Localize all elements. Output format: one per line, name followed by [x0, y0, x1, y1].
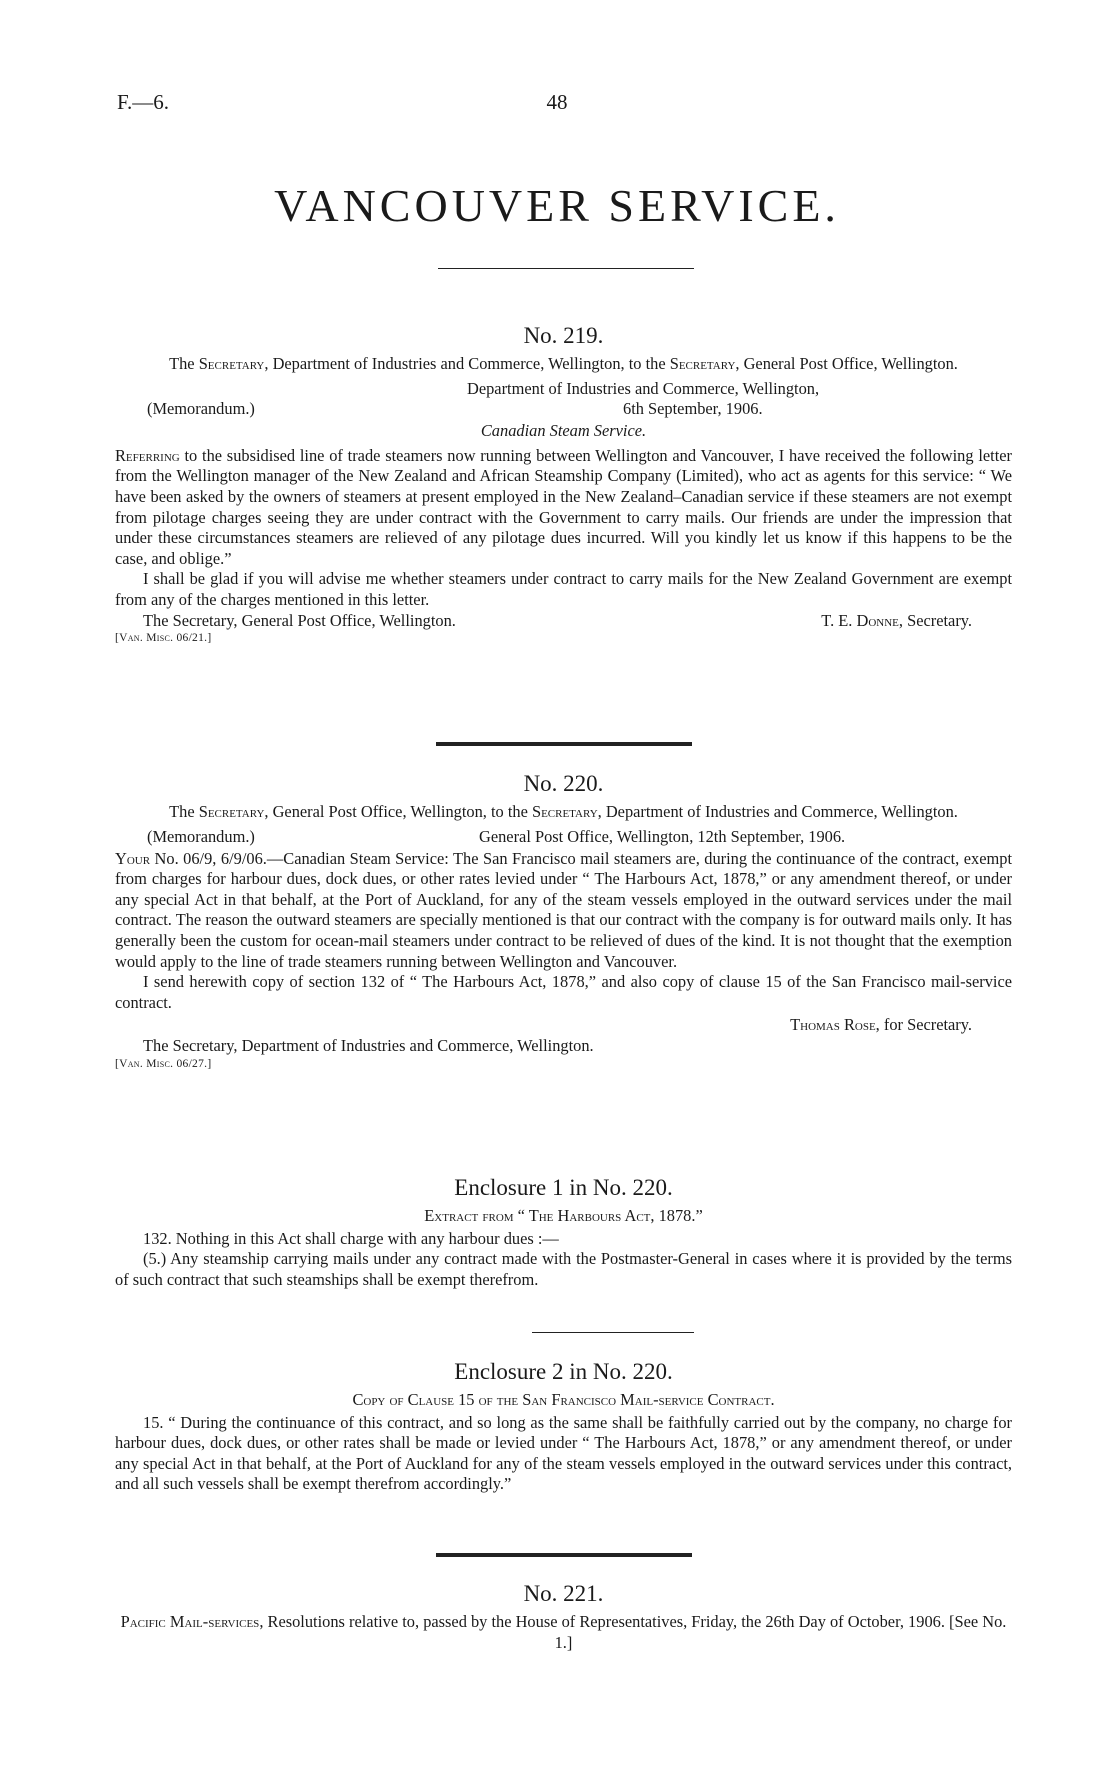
document-219: [115, 322, 1012, 646]
document-219-body: Referring to the subsidised line of trade steamers now running between Wellington and Vancouver, I have received the following letter from the Wellington manager of the New Zealand and African Steamship Company (Limited), who act as agents for this service: “ We have been asked by the owners of steamers at present employed in the New Zealand–Canadian service if these steamers are not exempt from pilotage charges seeing they are under contract with the Government to carry mails. Our friends are under the impression that under these circumstances steamers are relieved of any pilotage dues incurred. Will you kindly let us know if this happens to be the case, and oblige.”: [115, 445, 1012, 568]
memo-date: General Post Office, Wellington, 12th September, 1906.: [479, 826, 846, 846]
enclosure-1: [115, 1174, 1012, 1290]
document-219-heading: No. 219.: [523, 323, 604, 348]
document-220-address: The Secretary, General Post Office, Wellington, to the Secretary, Department of Industries and Commerce, Wellington.: [169, 802, 958, 821]
page-number: 48: [546, 90, 568, 114]
document-220-heading: No. 220.: [523, 771, 604, 796]
document-221: [115, 1580, 1012, 1653]
section-divider: [532, 1332, 694, 1333]
memo-date: 6th September, 1906.: [623, 399, 763, 419]
page-reference: F.—6.: [117, 90, 169, 114]
section-divider-thick: [436, 1553, 692, 1557]
memo-label: (Memorandum.): [147, 826, 255, 846]
document-219-dept-line: Department of Industries and Commerce, Wellington,: [467, 378, 820, 398]
document-220-signer: Thomas Rose, for Secretary.: [790, 1015, 972, 1035]
document-220-memo-row: [115, 827, 1012, 849]
document-220-body: Your No. 06/9, 6/9/06.—Canadian Steam Service: The San Francisco mail steamers are, during the continuance of the contract, exempt from charges for harbour dues, dock dues, or other rates levied under “ The Harbours Act, 1878,” or any amendment thereof, or under any special Act in that behalf, at the Port of Auckland, for any of the steam vessels employed in the outward services under the mail contract. The reason the outward steamers are specially mentioned is that our contract with the company is for outward mails only. It has generally been the custom for ocean-mail steamers under contract to be relieved of dues of the kind. It is not thought that the exemption would apply to the line of trade steamers running between Wellington and Vancouver.: [115, 848, 1012, 971]
enclosure-2-subtitle: Copy of Clause 15 of the San Francisco Mail-service Contract.: [352, 1390, 775, 1409]
enclosure-2-body: 15. “ During the continuance of this contract, and so long as the same shall be faithfully carried out by the company, no charge for harbour dues, dock dues, or other rates shall be made or levied under “ The Harbours Act, 1878,” or any amendment thereof, or under any special Act in that behalf, at the Port of Auckland for any of the steam vessels employed in the outward services under this contract, and all such vessels shall be exempt therefrom accordingly.”: [115, 1412, 1012, 1494]
enclosure-2-heading: Enclosure 2 in No. 220.: [454, 1359, 673, 1384]
document-221-heading: No. 221.: [523, 1581, 604, 1606]
document-220: [115, 770, 1012, 1072]
document-221-description: Pacific Mail-services, Resolutions relative to, passed by the House of Representatives, Friday, the 26th Day of October, 1906. [See No. 1.]: [120, 1612, 1007, 1652]
page-title: VANCOUVER SERVICE.: [274, 180, 840, 231]
document-219-memo-row: [115, 399, 1012, 419]
document-219-signature-row: [115, 611, 1012, 632]
document-219-file-reference: [Van. Misc. 06/21.]: [115, 632, 212, 645]
enclosure-1-section: 132. Nothing in this Act shall charge with any harbour dues :—: [143, 1228, 559, 1248]
section-divider-thick: [436, 742, 692, 746]
document-219-body-2: I shall be glad if you will advise me whether steamers under contract to carry mails for the New Zealand Government are exempt from any of the charges mentioned in this letter.: [115, 569, 1012, 609]
document-219-addressee: The Secretary, General Post Office, Wellington.: [143, 610, 456, 630]
document-220-addressee: The Secretary, Department of Industries and Commerce, Wellington.: [143, 1035, 594, 1055]
document-219-signer: T. E. Donne, Secretary.: [821, 610, 972, 630]
enclosure-1-subtitle: Extract from “ The Harbours Act, 1878.”: [424, 1206, 703, 1225]
enclosure-2: [115, 1358, 1012, 1495]
document-220-file-reference: [Van. Misc. 06/27.]: [115, 1057, 212, 1070]
enclosure-1-heading: Enclosure 1 in No. 220.: [454, 1175, 673, 1200]
document-220-body-2: I send herewith copy of section 132 of “ The Harbours Act, 1878,” and also copy of clause 15 of the San Francisco mail-service contract.: [115, 972, 1012, 1012]
enclosure-1-subsection: (5.) Any steamship carrying mails under any contract made with the Postmaster-General in cases where it is provided by the terms of such contract that such steamships shall be exempt therefrom.: [115, 1249, 1012, 1289]
document-219-address: The Secretary, Department of Industries and Commerce, Wellington, to the Secretary, General Post Office, Wellington.: [169, 354, 958, 373]
document-219-subject: Canadian Steam Service.: [480, 421, 647, 441]
memo-label: (Memorandum.): [147, 399, 255, 419]
title-divider: [438, 268, 694, 269]
